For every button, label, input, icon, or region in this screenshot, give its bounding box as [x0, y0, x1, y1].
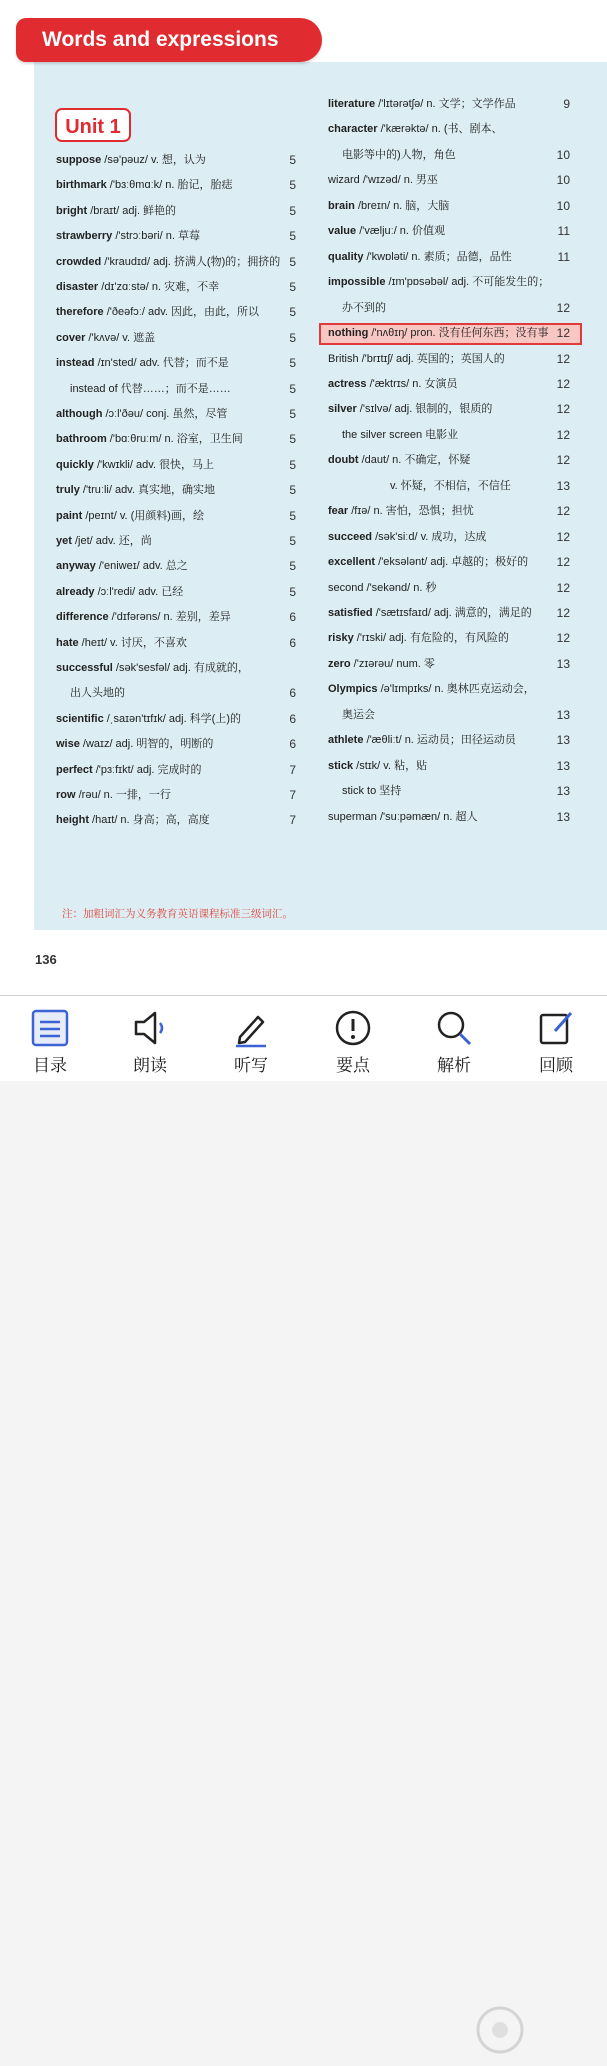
entry-page-number: 10: [556, 147, 570, 162]
word-entry: [56, 379, 298, 399]
entry-word: athlete: [328, 734, 364, 747]
entry-text: [328, 119, 556, 139]
entry-page-number: 7: [289, 788, 296, 802]
entry-definition: /waɪz/ adj. 明智的，明断的: [79, 738, 214, 751]
entry-definition: /'æktrɪs/ n. 女演员: [366, 377, 458, 390]
entry-page-number: 6: [289, 610, 296, 625]
entry-page-number: 5: [289, 432, 296, 447]
watermark-logo: [470, 1996, 607, 2066]
entry-page-number: 12: [556, 427, 570, 442]
entry-definition: /'truːli/ adv. 真实地，确实地: [79, 484, 215, 497]
entry-text: [56, 175, 282, 195]
entry-text: [56, 379, 296, 399]
entry-page-number: 13: [556, 809, 570, 824]
exclamation-icon: [332, 1007, 374, 1049]
entry-definition: /sək'siːd/ v. 成功，达成: [372, 530, 487, 543]
entry-definition: 奥运会: [342, 708, 375, 721]
toolbar-label: 解析: [437, 1056, 471, 1075]
entry-page-number: 12: [556, 453, 570, 468]
word-entry: [328, 501, 572, 521]
entry-text: [328, 425, 570, 445]
entry-definition: /'sætɪsfaɪd/ adj. 满意的，满足的: [372, 607, 532, 619]
toolbar-label: 目录: [33, 1056, 67, 1075]
word-entry: [328, 349, 572, 369]
entry-word: Olympics: [328, 683, 378, 696]
entry-word: quality: [328, 250, 364, 263]
toolbar-label: 要点: [336, 1056, 370, 1075]
toolbar-item-key-points[interactable]: [311, 996, 395, 1081]
word-entry: [56, 734, 298, 754]
entry-word: cover: [56, 331, 86, 344]
word-entry: [328, 476, 572, 496]
entry-text: [328, 501, 556, 521]
word-entry: [328, 654, 572, 674]
entry-page-number: 13: [556, 656, 570, 671]
entry-text: [328, 756, 556, 776]
entry-page-number: 11: [557, 224, 570, 239]
entry-word: satisfied: [328, 607, 373, 619]
entry-text: [56, 226, 282, 246]
entry-text: [328, 399, 556, 419]
word-entry: [56, 150, 298, 170]
entry-page-number: 5: [289, 330, 296, 345]
entry-text: [56, 404, 282, 424]
entry-text: [328, 807, 556, 827]
entry-word: successful: [56, 662, 113, 674]
entry-text: [56, 328, 282, 348]
entry-text: [328, 527, 556, 547]
entry-word: literature: [328, 98, 376, 110]
entry-text: [56, 506, 282, 526]
entry-definition: the silver screen 电影业: [342, 428, 459, 441]
entry-definition: /'vælјuː/ n. 价值观: [356, 225, 446, 238]
entry-word: hate: [56, 636, 79, 649]
word-entry: [56, 480, 298, 500]
entry-page-number: 5: [289, 483, 296, 498]
entry-text: [328, 349, 556, 369]
entry-text: [56, 556, 282, 576]
entry-word: impossible: [328, 276, 386, 289]
toolbar-item-analysis[interactable]: [412, 996, 496, 1081]
entry-text: [328, 221, 556, 241]
entry-page-number: 5: [289, 254, 296, 269]
entry-page-number: 6: [289, 711, 296, 726]
entry-word: row: [56, 789, 76, 801]
entry-word: succeed: [328, 530, 373, 543]
word-entry: [328, 196, 572, 216]
entry-text: [56, 353, 282, 373]
entry-page-number: 12: [556, 529, 570, 544]
entry-word: instead: [56, 357, 95, 370]
entry-page-number: 12: [556, 580, 570, 595]
entry-word: zero: [328, 657, 351, 670]
word-entry: [328, 221, 572, 241]
entry-text: [56, 201, 282, 221]
word-entry: [328, 578, 572, 598]
entry-text: [56, 683, 296, 703]
toolbar-label: 回顾: [539, 1056, 573, 1075]
entry-definition: 出人头地的: [70, 687, 125, 700]
entry-definition: /breɪn/ n. 脑，大脑: [354, 199, 450, 212]
word-entry: [56, 785, 298, 805]
entry-definition: /ə'lɪmpɪks/ n. 奥林匹克运动会，: [377, 683, 535, 696]
entry-text: [56, 480, 282, 500]
word-entry: [56, 531, 298, 551]
entry-page-number: 5: [289, 178, 296, 193]
entry-definition: superman /'suːpəmæn/ n. 超人: [328, 810, 478, 823]
entry-text: [56, 607, 282, 627]
entry-page-number: 13: [556, 784, 570, 799]
entry-word: quickly: [56, 458, 94, 471]
toolbar-label: 朗读: [133, 1056, 167, 1075]
word-entry: [56, 556, 298, 576]
entry-text: [328, 552, 556, 572]
entry-page-number: 13: [556, 758, 570, 773]
entry-text: [328, 705, 570, 725]
entry-text: [328, 730, 556, 750]
entry-word: already: [56, 585, 95, 598]
word-entry: [56, 429, 298, 449]
entry-definition: /ɔːl'ðəu/ conj. 虽然，尽管: [102, 408, 228, 420]
entry-page-number: 11: [557, 249, 570, 264]
entry-word: bathroom: [56, 433, 107, 446]
entry-page-number: 5: [289, 457, 296, 472]
toolbar-item-dictation[interactable]: [209, 996, 293, 1081]
review-edit-icon: [535, 1007, 577, 1049]
entry-definition: /jet/ adv. 还，尚: [71, 535, 152, 547]
entry-definition: /'kwɒləti/ n. 素质；品德，品性: [363, 250, 512, 263]
entry-text: [56, 252, 282, 272]
entry-word: wise: [56, 738, 80, 751]
entry-text: [56, 633, 282, 653]
entry-page-number: 12: [556, 326, 570, 341]
entry-page-number: 5: [289, 153, 296, 167]
entry-definition: /sək'sesfəl/ adj. 有成就的，: [112, 662, 249, 674]
word-entry: [328, 425, 572, 445]
entry-text: [328, 654, 556, 674]
entry-definition: /'kʌvə/ v. 遮盖: [85, 331, 156, 344]
section-title-banner: Words and expressions: [16, 18, 322, 62]
textbook-page: [0, 0, 607, 995]
entry-page-number: 6: [289, 686, 296, 701]
toolbar-item-catalog[interactable]: [8, 996, 92, 1081]
entry-text: [328, 450, 556, 470]
entry-text: [56, 810, 282, 830]
entry-page-number: 6: [289, 737, 296, 752]
entry-page-number: 5: [289, 407, 296, 421]
entry-definition: /'nʌθɪŋ/ pron. 没有任何东西；没有事: [368, 327, 549, 340]
entry-definition: /ɪm'pɒsəbəl/ adj. 不可能发生的；: [385, 276, 550, 289]
word-entry: [56, 582, 298, 602]
entry-text: [328, 603, 556, 623]
entry-text: [328, 145, 570, 165]
entry-text: [328, 247, 556, 267]
toolbar-label: 听写: [234, 1056, 268, 1075]
word-entry: [56, 633, 298, 653]
word-entry: [328, 781, 572, 801]
entry-text: [328, 374, 556, 394]
entry-word: therefore: [56, 306, 104, 319]
toolbar-item-read-aloud[interactable]: [108, 996, 192, 1081]
entry-definition: /'eksələnt/ adj. 卓越的；极好的: [375, 556, 529, 569]
word-entry: [328, 374, 572, 394]
entry-definition: stick to 坚持: [342, 785, 402, 798]
entry-definition: /braɪt/ adj. 鲜艳的: [87, 204, 177, 217]
entry-page-number: 12: [556, 555, 570, 570]
entry-page-number: 5: [289, 584, 296, 599]
entry-page-number: 5: [289, 280, 296, 294]
entry-page-number: 12: [556, 376, 570, 391]
entry-word: paint: [56, 509, 83, 522]
entry-page-number: 13: [556, 707, 570, 722]
entry-text: [56, 785, 282, 805]
entry-page-number: 12: [556, 606, 570, 620]
entry-text: [328, 578, 556, 598]
word-entry: [56, 302, 298, 322]
entry-word: value: [328, 225, 357, 238]
entry-text: [56, 734, 282, 754]
entry-page-number: 5: [289, 229, 296, 244]
entry-text: [56, 150, 282, 170]
entry-definition: /'bɑːθruːm/ n. 浴室，卫生间: [106, 433, 243, 446]
entry-text: [56, 582, 282, 602]
entry-word: anyway: [56, 560, 96, 573]
entry-text: [56, 531, 282, 551]
entry-word: fear: [328, 505, 349, 518]
entry-text: [56, 760, 282, 780]
entry-definition: wizard /'wɪzəd/ n. 男巫: [328, 174, 438, 187]
entry-definition: /'pɜːfɪkt/ adj. 完成时的: [92, 763, 202, 776]
speaker-icon: [129, 1007, 171, 1049]
entry-definition: /ɪn'sted/ adv. 代替；而不是: [94, 357, 229, 370]
entry-definition: /dɪ'zɑːstə/ n. 灾难，不幸: [98, 281, 220, 293]
word-entry: [328, 603, 572, 623]
word-entry: [56, 226, 298, 246]
word-entry: [328, 756, 572, 776]
toolbar-item-review[interactable]: [514, 996, 598, 1081]
entry-word: yet: [56, 535, 72, 547]
entry-word: bright: [56, 204, 88, 217]
word-entry: [328, 628, 572, 648]
word-entry: [328, 527, 572, 547]
entry-definition: /heɪt/ v. 讨厌，不喜欢: [78, 636, 187, 649]
entry-page-number: 12: [556, 402, 570, 417]
entry-definition: British /'brɪtɪʃ/ adj. 英国的；英国人的: [328, 352, 505, 365]
entry-page-number: 5: [289, 356, 296, 371]
magnifier-icon: [433, 1007, 475, 1049]
word-entry: [56, 760, 298, 780]
word-entry: [56, 175, 298, 195]
word-entry: [56, 810, 298, 830]
entry-page-number: 13: [556, 733, 570, 748]
entry-word: character: [328, 123, 378, 136]
entry-text: [328, 298, 570, 318]
entry-word: height: [56, 814, 89, 827]
entry-page-number: 12: [556, 351, 570, 366]
word-entry: [56, 277, 298, 297]
entry-word: silver: [328, 403, 357, 416]
menu-list-icon: [29, 1007, 71, 1049]
entry-word: strawberry: [56, 230, 113, 243]
bottom-toolbar: [0, 995, 607, 1081]
word-entry: [56, 353, 298, 373]
word-entry: [56, 607, 298, 627]
word-entry: [56, 252, 298, 272]
word-entry: [328, 552, 572, 572]
word-entry: [56, 506, 298, 526]
entry-definition: 电影等中的)人物，角色: [342, 148, 456, 161]
entry-page-number: 12: [556, 504, 570, 519]
entry-word: brain: [328, 199, 355, 212]
unit-label: Unit 1: [55, 108, 131, 142]
word-entry: [56, 404, 298, 424]
entry-text: [328, 679, 556, 699]
entry-definition: /'strɔːbəri/ n. 草莓: [112, 230, 200, 243]
word-entry: [328, 247, 572, 267]
entry-definition: /peɪnt/ v. (用颜料)画，绘: [82, 509, 204, 522]
entry-definition: /'eniweɪ/ adv. 总之: [95, 560, 188, 573]
word-entry: [328, 323, 572, 343]
entry-word: risky: [328, 632, 354, 645]
entry-page-number: 7: [289, 813, 296, 828]
entry-text: [56, 277, 282, 297]
entry-word: doubt: [328, 454, 359, 467]
word-entry: [328, 679, 572, 699]
entry-text: [328, 196, 556, 216]
entry-text: [328, 323, 556, 343]
entry-definition: second /'sekənd/ n. 秒: [328, 581, 437, 594]
word-entry: [328, 730, 572, 750]
entry-definition: /ˌsaɪən'tɪfɪk/ adj. 科学(上)的: [103, 712, 242, 725]
entry-definition: /stɪk/ v. 粘，贴: [353, 759, 428, 772]
entry-word: scientific: [56, 712, 104, 725]
entry-word: truly: [56, 484, 80, 497]
entry-text: [56, 429, 282, 449]
entry-word: crowded: [56, 255, 102, 268]
entry-definition: /'ðeəfɔː/ adv. 因此，由此，所以: [103, 306, 260, 319]
word-entry: [56, 328, 298, 348]
entry-definition: /fɪə/ n. 害怕，恐惧；担忧: [348, 505, 474, 518]
entry-definition: /ɔːl'redi/ adv. 已经: [94, 585, 184, 598]
footnote: 注：加粗词汇为义务教育英语课程标准三级词汇。: [62, 908, 293, 920]
entry-page-number: 5: [289, 203, 296, 218]
entry-word: disaster: [56, 281, 99, 293]
entry-text: [328, 781, 570, 801]
entry-definition: v. 怀疑，不相信，不信任: [390, 479, 511, 492]
word-entry: [56, 683, 298, 703]
entry-word: stick: [328, 759, 354, 772]
word-entry: [328, 807, 572, 827]
entry-text: [328, 272, 556, 292]
entry-text: [56, 709, 282, 729]
entry-text: [56, 455, 282, 475]
word-entry: [56, 709, 298, 729]
entry-definition: /'dɪfərəns/ n. 差别，差异: [108, 611, 231, 624]
entry-definition: /daut/ n. 不确定，怀疑: [358, 454, 471, 467]
entry-page-number: 10: [556, 198, 570, 213]
entry-word: excellent: [328, 556, 376, 569]
entry-definition: /rəu/ n. 一排，一行: [75, 789, 171, 801]
entry-definition: /'kraudɪd/ adj. 挤满人(物)的；拥挤的: [101, 255, 281, 268]
entry-page-number: 5: [289, 534, 296, 548]
word-entry: [56, 455, 298, 475]
entry-word: difference: [56, 611, 109, 624]
entry-definition: /'zɪərəu/ num. 零: [350, 657, 435, 670]
entry-definition: /'kwɪkli/ adv. 很快，马上: [93, 458, 215, 471]
word-entry: [56, 201, 298, 221]
word-entry: [328, 298, 572, 318]
word-entry: [328, 450, 572, 470]
entry-page-number: 5: [289, 508, 296, 523]
entry-word: although: [56, 408, 103, 420]
entry-word: suppose: [56, 154, 102, 166]
entry-word: actress: [328, 377, 367, 390]
pencil-icon: [230, 1007, 272, 1049]
entry-definition: 办不到的: [342, 301, 386, 314]
entry-text: [328, 94, 556, 114]
entry-text: [328, 628, 556, 648]
entry-definition: /'sɪlvə/ adj. 银制的，银质的: [356, 403, 493, 416]
entry-definition: /'æθliːt/ n. 运动员；田径运动员: [363, 734, 516, 747]
entry-text: [328, 170, 556, 190]
entry-page-number: 9: [563, 97, 570, 111]
entry-page-number: 5: [289, 381, 296, 396]
entry-word: perfect: [56, 763, 93, 776]
entry-page-number: 10: [556, 173, 570, 188]
entry-text: [56, 302, 282, 322]
entry-page-number: 7: [289, 762, 296, 777]
entry-page-number: 13: [556, 478, 570, 493]
word-entry: [328, 170, 572, 190]
word-entry: [328, 272, 572, 292]
entry-definition: /sə'pəuz/ v. 想，认为: [101, 154, 206, 166]
entry-page-number: 6: [289, 635, 296, 650]
entry-word: nothing: [328, 327, 369, 340]
entry-text: [56, 658, 282, 678]
entry-page-number: 12: [556, 631, 570, 646]
page-number: 136: [35, 952, 57, 967]
entry-definition: /'lɪtərətʃə/ n. 文学；文学作品: [375, 98, 516, 110]
word-entry: [328, 399, 572, 419]
word-entry: [56, 658, 298, 678]
word-entry: [328, 705, 572, 725]
entry-page-number: 5: [289, 305, 296, 320]
entry-definition: /'bɜːθmɑːk/ n. 胎记，胎痣: [106, 179, 233, 192]
entry-page-number: 5: [289, 559, 296, 574]
entry-definition: /haɪt/ n. 身高；高，高度: [89, 814, 210, 827]
word-entry: [328, 94, 572, 114]
entry-definition: /'kærəktə/ n. (书、剧本、: [377, 123, 503, 136]
entry-definition: /'rɪski/ adj. 有危险的，有风险的: [353, 632, 509, 645]
entry-page-number: 12: [556, 300, 570, 315]
word-entry: [328, 145, 572, 165]
entry-definition: instead of 代替……；而不是……: [70, 382, 231, 395]
entry-word: birthmark: [56, 179, 107, 192]
word-entry: [328, 119, 572, 139]
